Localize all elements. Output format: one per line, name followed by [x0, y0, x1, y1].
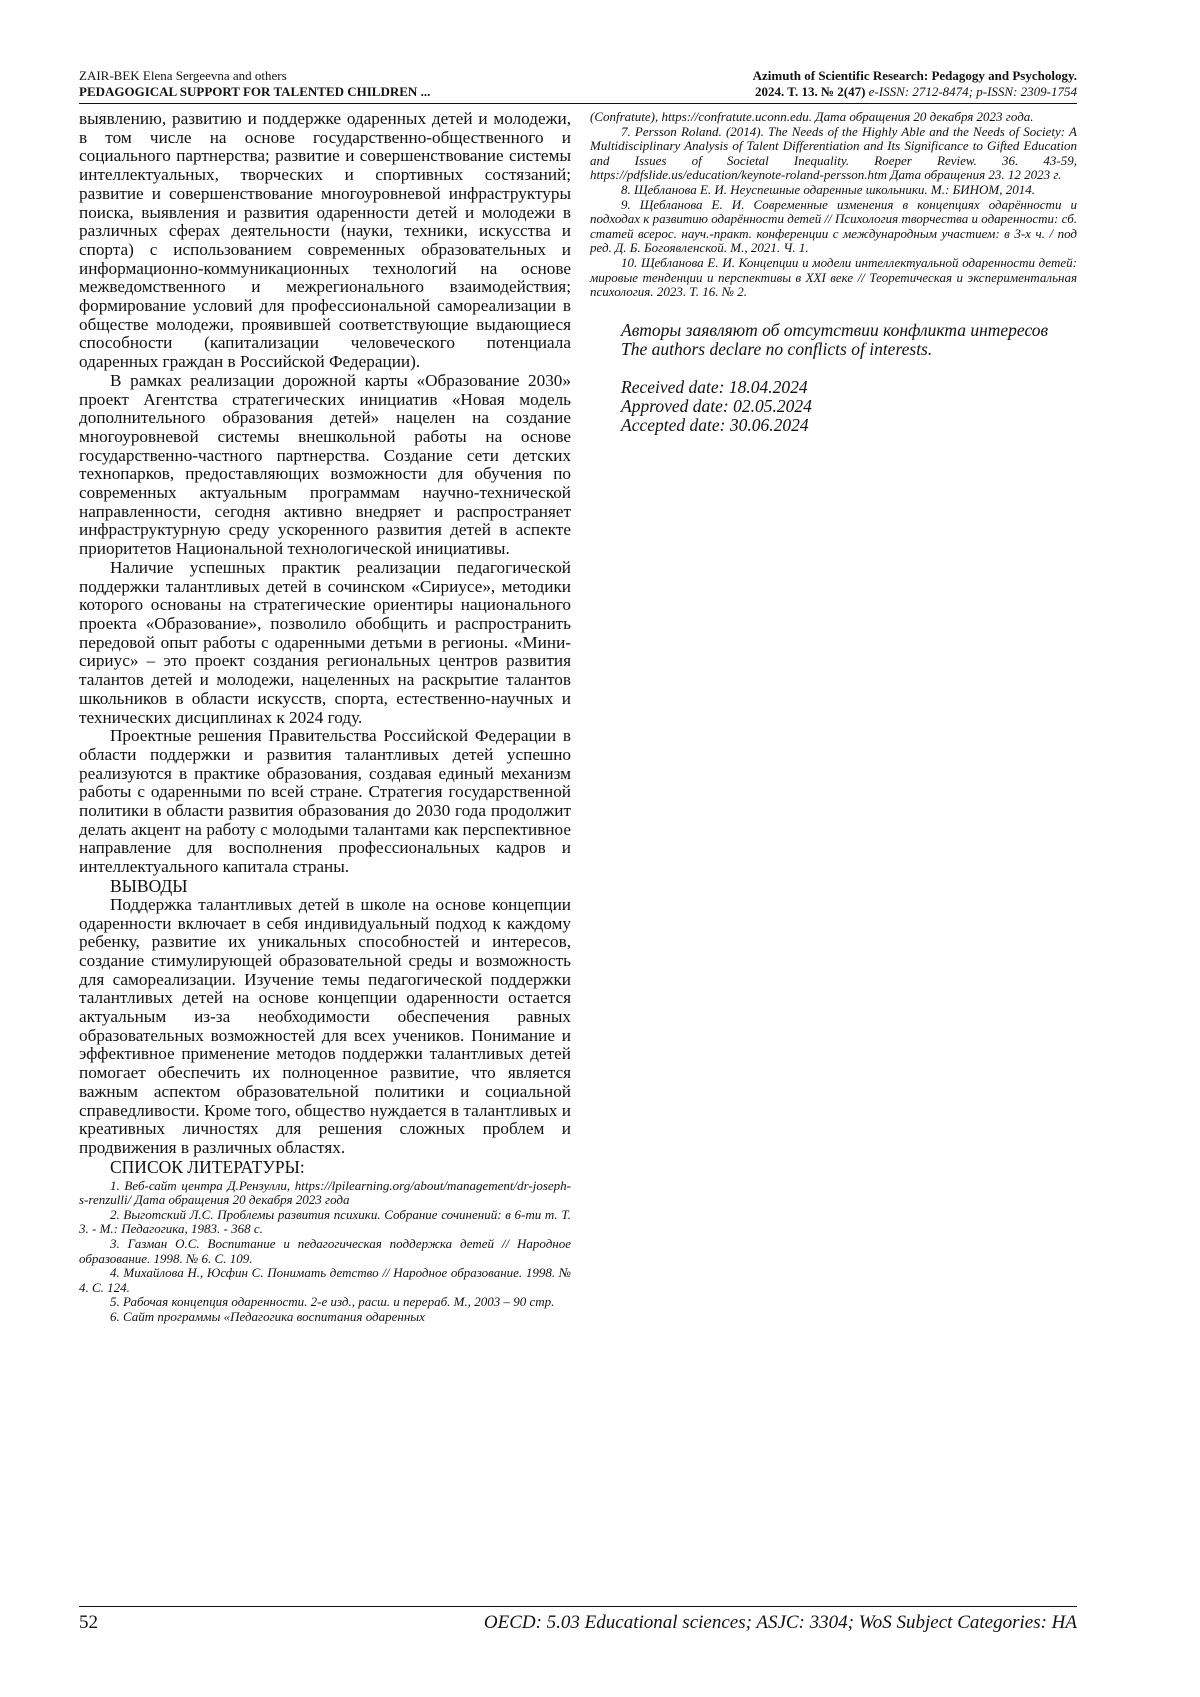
header-left — [79, 68, 430, 100]
right-column — [590, 110, 1077, 435]
reference-item: 4. Михайлова Н., Юсфин С. Понимать детство // Народное образование. 1998. № 4. С. 124. — [79, 1265, 571, 1295]
conflict-en: The authors declare no conflicts of interests. — [621, 338, 933, 359]
conclusions-heading: ВЫВОДЫ — [110, 875, 188, 896]
header-right — [753, 68, 1077, 100]
body-paragraph: выявлению, развитию и поддержке одаренных детей и молодежи, в том числе на основе государственно-общественного и социального партнерства; развитие и совершенствование системы интеллектуальных, творческих и спортивных состязаний; развитие и совершенствование многоуровневой инфраструктуры поиска, выявления и развития одаренности детей и молодежи в различных сферах деятельности (науки, техники, искусства и спорта) с использованием современных образовательных и информационно-коммуникационных технологий на основе межведомственного и межрегионального взаимодействия; формирование условий для профессиональной самореализации в обществе молодежи, проявившей соответствующие выдающиеся способности (капитализации человеческого потенциала одаренных граждан в Российской Федерации). — [79, 109, 571, 372]
article-dates — [590, 378, 1077, 435]
running-header — [79, 68, 1077, 104]
header-article-title: PEDAGOGICAL SUPPORT FOR TALENTED CHILDREN ... — [79, 84, 431, 99]
left-column — [79, 110, 571, 1325]
body-paragraph: Наличие успешных практик реализации педагогической поддержки талантливых детей в сочинском «Сириусе», методики которого основаны на стратегические ориентиры национального проекта «Образование», позволило обобщить и распространить передовой опыт работы с одаренными детьми в регионы. «Мини-сириус» – это проект создания региональных центров развития талантов детей и молодежи, нацеленных на раскрытие талантов школьников в области искусств, спорта, естественно-научных и технических дисциплинах к 2024 году. — [79, 557, 571, 727]
body-paragraph: Проектные решения Правительства Российской Федерации в области поддержки и развития талантливых детей успешно реализуются в практике образования, создавая единый механизм работы с одаренными по всей стране. Стратегия государственной политики в области развития образования до 2030 года продолжит делать акцент на работу с молодыми талантами как перспективное направление для восполнения профессиональных кадров и интеллектуального капитала страны. — [79, 726, 571, 877]
header-authors: ZAIR-BEK Elena Sergeevna and others — [79, 68, 287, 83]
reference-item: 2. Выготский Л.С. Проблемы развития психики. Собрание сочинений: в 6-ти т. Т. 3. - М.: Педагогика, 1983. - 368 с. — [79, 1206, 571, 1237]
body-paragraph: В рамках реализации дорожной карты «Образование 2030» проект Агентства стратегических инициатив «Новая модель дополнительного образования детей» нацелен на создание многоуровневой системы внешкольной работы на основе государственно-частного партнерства. Создание сети детских технопарков, предоставляющих возможности для обучения по современных актуальным программам научно-технической направленности, сегодня активно внедряет и распространяет инфраструктурную среду ускоренного развития детей в аспекте приоритетов Национальной технологической инициативы. — [79, 370, 571, 559]
reference-item: 10. Щебланова Е. И. Концепции и модели интеллектуальной одаренности детей: мировые тенденции и перспективы в XXI веке // Теоретическая и экспериментальная психология. 2023. Т. 16. № 2. — [590, 254, 1077, 300]
reference-item: 6. Сайт программы «Педагогика воспитания одаренных — [110, 1309, 425, 1325]
reference-item: 8. Щебланова Е. И. Неуспешные одаренные школьники. М.: БИНОМ, 2014. — [621, 181, 1035, 197]
conflict-statement — [590, 321, 1077, 359]
header-issue: 2024. T. 13. № 2(47) — [754, 84, 866, 99]
approved-date: Approved date: 02.05.2024 — [621, 395, 812, 416]
header-issue-line — [753, 84, 1077, 100]
references-heading: СПИСОК ЛИТЕРАТУРЫ: — [110, 1156, 305, 1177]
reference-list-left — [79, 1179, 571, 1325]
accepted-date: Accepted date: 30.06.2024 — [621, 414, 809, 435]
conflict-ru: Авторы заявляют об отсутствии конфликта интересов — [621, 319, 1049, 340]
conclusions-paragraph: Поддержка талантливых детей в школе на основе концепции одаренности включает в себя индивидуальный подход к каждому ребенку, развитие их уникальных способностей и интересов, создание стимулирующей образовательной среды и возможность для самореализации. Изучение темы педагогической поддержки талантливых детей на основе концепции одаренности остается актуальным из-за необходимости обеспечения равных образовательных возможностей для всех учеников. Понимание и эффективное применение методов поддержки талантливых детей помогает обеспечить их полноценное развитие, что является важным аспектом образовательной политики и социальной справедливости. Кроме того, общество нуждается в талантливых и креативных личностях для решения сложных проблем и продвижения в различных областях. — [79, 894, 571, 1157]
page-number: 52 — [79, 1612, 98, 1633]
header-journal: Azimuth of Scientific Research: Pedagogy and Psychology. — [752, 68, 1077, 83]
header-issn: e-ISSN: 2712-8474; p-ISSN: 2309-1754 — [865, 84, 1077, 99]
page-footer — [79, 1612, 1077, 1636]
footer-classification: OECD: 5.03 Educational sciences; ASJC: 3304; WoS Subject Categories: HA — [483, 1612, 1077, 1633]
reference-item: 5. Рабочая концепция одаренности. 2-е изд., расш. и перераб. М., 2003 – 90 стр. — [110, 1294, 555, 1310]
footer-rule — [79, 1606, 1077, 1607]
reference-list-right — [590, 110, 1077, 300]
header-rule — [79, 103, 1077, 104]
reference-item: 3. Газман О.С. Воспитание и педагогическая поддержка детей // Народное образование. 1998. № 6. С. 109. — [79, 1236, 571, 1266]
reference-item: 9. Щебланова Е. И. Современные изменения в концепциях одарённости и подходах к развитию одарённости детей // Психология творчества и одаренности: сб. статей всерос. науч.-практ. конференции с международным участием: в 3-х ч. / под ред. Д. Б. Богоявленской. М., 2021. Ч. 1. — [590, 196, 1077, 256]
reference-item: 7. Persson Roland. (2014). The Needs of the Highly Able and the Needs of Society: A Multidisciplinary Analysis of Talent Differentiation and Its Significance to Gifted Education and Issues of Societal Inequality. Roeper Review. 36. 43-59, https://pdfslide.us/education/keynote-roland-persson.htm Дата обращения 23. 12 2023 г. — [590, 123, 1077, 183]
reference-continuation: (Confratute), https://confratute.uconn.edu. Дата обращения 20 декабря 2023 года. — [590, 109, 1034, 124]
reference-item: 1. Веб-сайт центра Д.Рензулли, https://lpilearning.org/about/management/dr-joseph-s-renzulli/ Дата обращения 20 декабря 2023 года — [79, 1177, 571, 1208]
received-date: Received date: 18.04.2024 — [621, 376, 808, 397]
